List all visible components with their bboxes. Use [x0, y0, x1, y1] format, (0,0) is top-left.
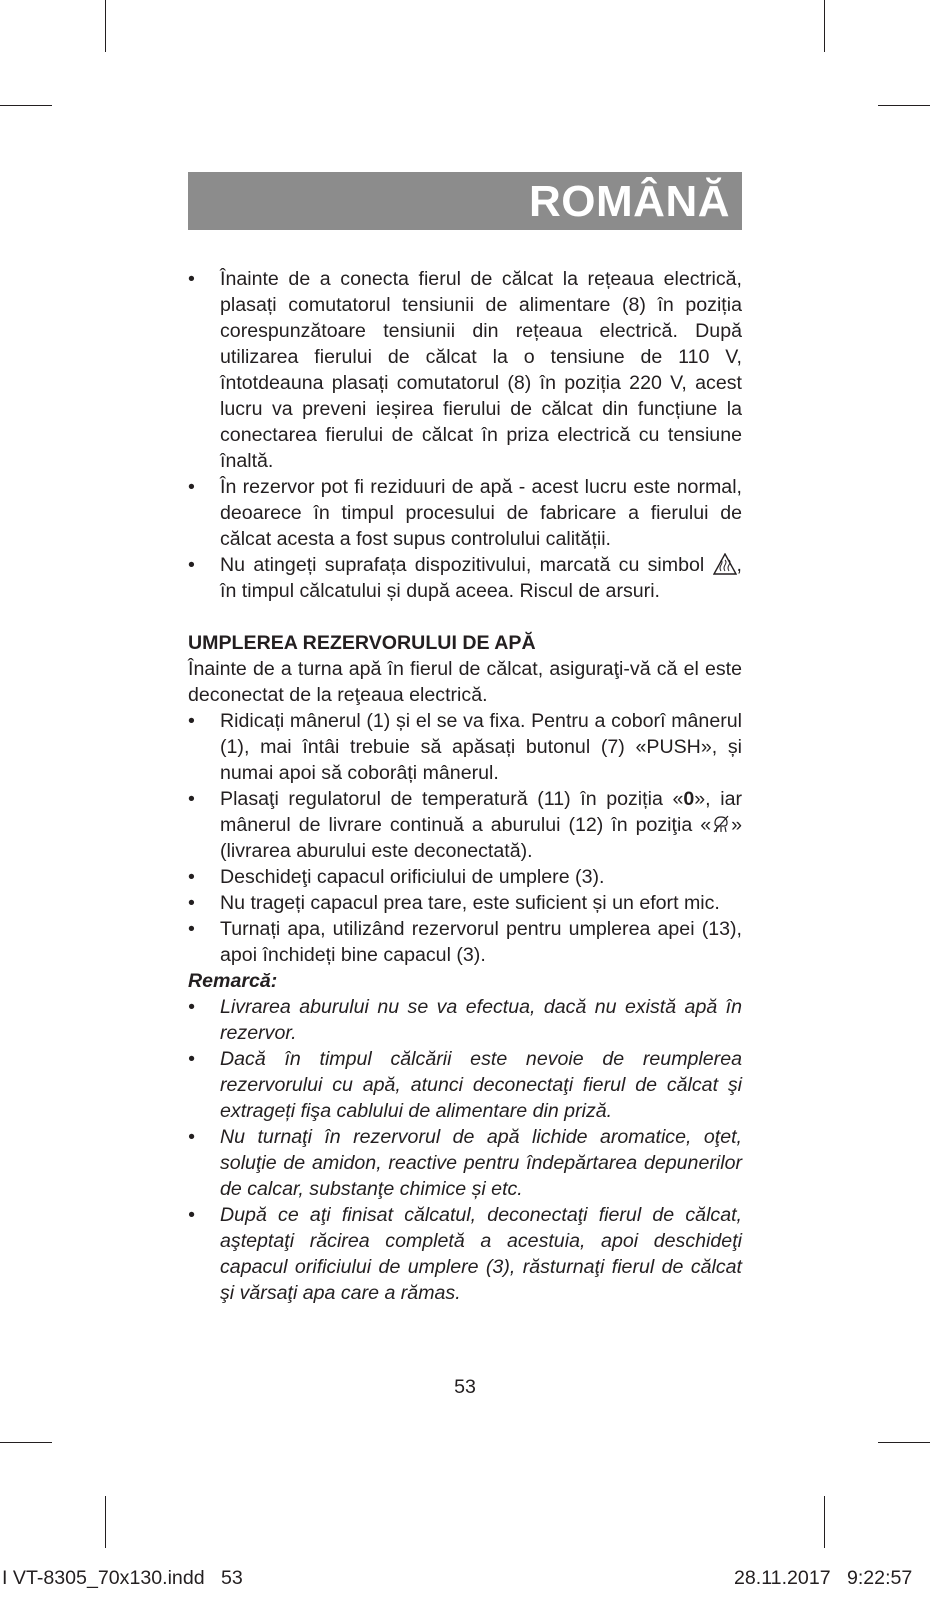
list-item: • Turnați apa, utilizând rezervorul pentru umplerea apei (13), apoi închideți bine capacul (3). — [188, 916, 742, 968]
list-item: • În rezervor pot fi reziduuri de apă - acest lucru este normal, deoarece în timpul procesului de fabricare a fierului de călcat acesta a fost supus controlului calității. — [188, 474, 742, 552]
crop-mark — [878, 1442, 930, 1443]
list-item: • Dacă în timpul călcării este nevoie de reumplerea rezervorului cu apă, atunci deconectaţi fierul de călcat şi extrageți fişa cablului de alimentare din priză. — [188, 1046, 742, 1124]
page-number: 53 — [454, 1376, 476, 1398]
footer-file-info: I VT-8305_70x130.indd 53 — [2, 1567, 243, 1589]
intro-bullet-list — [188, 266, 742, 604]
list-item: • Plasaţi regulatorul de temperatură (11) în poziția «0», iar mânerul de livrare continuă a aburului (12) în poziţia « » (livrarea aburului este deconectată). — [188, 786, 742, 864]
list-item: • Deschideţi capacul orificiului de umplere (3). — [188, 864, 742, 890]
list-item: • Nu trageți capacul prea tare, este suficient și un efort mic. — [188, 890, 742, 916]
page-content — [188, 266, 742, 1306]
remark-title: Remarcă: — [188, 970, 278, 992]
list-item: • Înainte de a conecta fierul de călcat la rețeaua electrică, plasați comutatorul tensiunii de alimentare (8) în poziția corespunzătoare tensiunii din rețeaua electrică. După utilizarea fierului de călcat la o tensiune de 110 V, întotdeauna plasați comutatorul (8) în poziția 220 V, acest lucru va preveni ieșirea fierului de călcat din funcțiune la conectarea fierului de călcat în priza electrică cu tensiune înaltă. — [188, 266, 742, 474]
language-header — [188, 172, 742, 230]
crop-mark — [105, 0, 106, 52]
list-item: • Nu turnaţi în rezervorul de apă lichide aromatice, oţet, soluţie de amidon, reactive pentru îndepărtarea depunerilor de calcar, substanţe chimice și etc. — [188, 1124, 742, 1202]
section-intro: Înainte de a turna apă în fierul de călcat, asiguraţi-vă că el este deconectat de la reţeaua electrică. — [188, 658, 742, 706]
steps-list — [188, 708, 742, 968]
crop-mark — [0, 105, 52, 106]
list-item: • După ce aţi finisat călcatul, deconectaţi fierul de călcat, aşteptaţi răcirea completă a acestuia, apoi deschideţi capacul orificiului de umplere (3), răsturnaţi fierul de călcat şi vărsaţi apa care a rămas. — [188, 1202, 742, 1306]
list-item: • Nu atingeți suprafața dispozitivului, marcată cu simbol , în timpul călcatului și după aceea. Riscul de arsuri. — [188, 552, 742, 604]
crop-mark — [105, 1496, 106, 1548]
crop-mark — [824, 0, 825, 52]
list-item: • Ridicați mânerul (1) și el se va fixa. Pentru a coborî mânerul (1), mai întâi trebuie să apăsați butonul (7) «PUSH», și numai apoi să coborâți mânerul. — [188, 708, 742, 786]
steam-off-icon — [711, 814, 731, 834]
list-item: • Livrarea aburului nu se va efectua, dacă nu există apă în rezervor. — [188, 994, 742, 1046]
language-title: ROMÂNĂ — [529, 177, 730, 226]
crop-mark — [0, 1442, 52, 1443]
footer-timestamp: 28.11.2017 9:22:57 — [734, 1567, 913, 1589]
section-heading: UMPLEREA REZERVORULUI DE APĂ — [188, 632, 536, 654]
hot-surface-icon — [713, 553, 737, 575]
crop-mark — [878, 105, 930, 106]
remarks-list — [188, 994, 742, 1306]
crop-mark — [824, 1496, 825, 1548]
